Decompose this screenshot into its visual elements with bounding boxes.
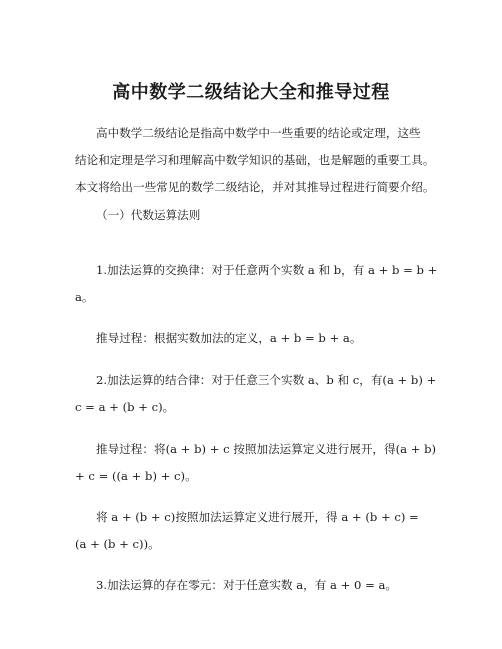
paragraph-line: 高中数学二级结论是指高中数学中一些重要的结论或定理，这些 (96, 126, 421, 140)
section-heading: （一）代数运算法则 (96, 208, 201, 222)
document-title: 高中数学二级结论大全和推导过程 (112, 82, 390, 103)
paragraph-line: 结论和定理是学习和理解高中数学知识的基础，也是解题的重要工具。 (75, 153, 435, 167)
paragraph-line: 3.加法运算的存在零元：对于任意实数 a，有 a + 0 = a。 (96, 578, 397, 592)
paragraph-line: 推导过程：根据实数加法的定义，a + b = b + a。 (96, 331, 362, 345)
paragraph-line: 将 a + (b + c)按照加法运算定义进行展开，得 a + (b + c) = (96, 510, 419, 524)
paragraph-line: 本文将给出一些常见的数学二级结论，并对其推导过程进行简要介绍。 (75, 180, 435, 194)
paragraph-line: c = a + (b + c)。 (75, 400, 175, 414)
paragraph-line: 推导过程：将(a + b) + c 按照加法运算定义进行展开，得(a + b) (96, 442, 437, 456)
paragraph-line: 2.加法运算的结合律：对于任意三个实数 a、b 和 c，有(a + b) + (96, 373, 437, 387)
paragraph-line: a。 (75, 290, 94, 304)
paragraph-line: + c = ((a + b) + c)。 (75, 469, 197, 483)
paragraph-line: (a + (b + c))。 (75, 537, 160, 551)
paragraph-line: 1.加法运算的交换律：对于任意两个实数 a 和 b，有 a + b = b + (96, 263, 438, 277)
